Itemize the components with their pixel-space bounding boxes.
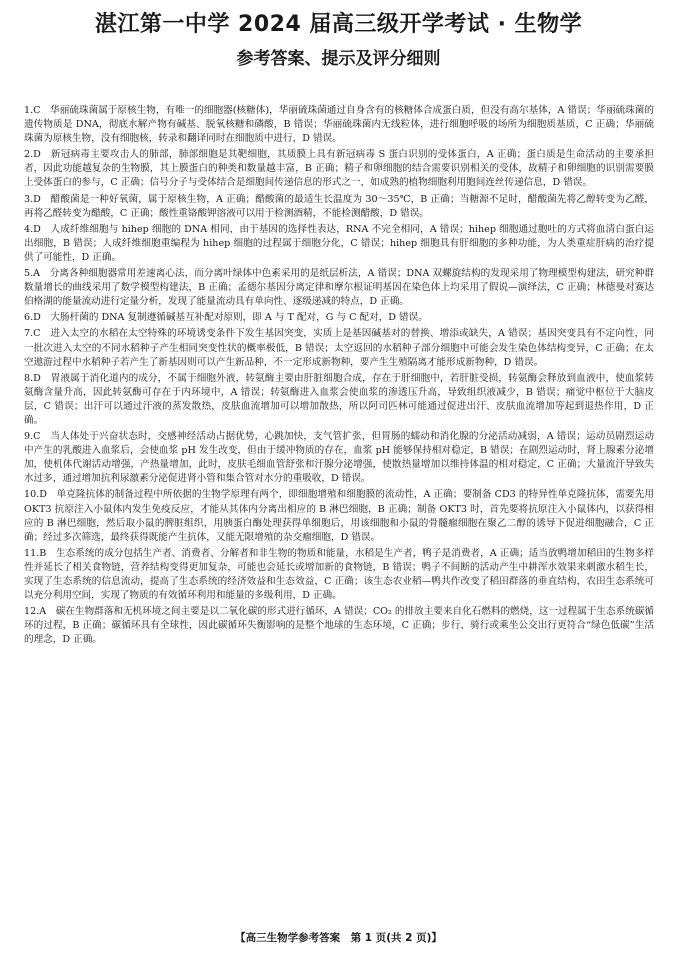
answer-item-5 [24,267,654,309]
answer-text: C 华丽硫珠菌属于原核生物，有唯一的细胞器(核糖体)，华丽硫珠菌通过自身含有的核糖体合成蛋白质，但没有高尔基体，A 错误；华丽硫珠菌的遗传物质是 DNA，彻底水解产物有碱基、脱氧核糖和磷酸，B 错误；华丽硫珠菌内无线粒体，进行细胞呼吸的场所为细胞质基质，C 正确；华丽硫珠菌为原核生物，没有细胞核，转录和翻译同时在细胞质中进行，D 错误。 [24,105,654,145]
page-subtitle: 参考答案、提示及评分细则 [236,49,441,69]
answer-item-2 [24,148,654,190]
answer-item-9 [24,430,654,486]
answer-number: 10. [24,489,40,501]
answer-item-4 [24,223,654,265]
answer-text: D 胃液属于消化道内的成分，不属于细胞外液，转氨酶主要由肝脏细胞合成，存在于肝细胞中，若肝脏受损，转氨酶会释放到血液中，使血浆转氨酶含量升高，因此转氨酶可存在于内环境中，A 错误；转氨酶进入血浆会使血浆的渗透压升高，导致组织液减少，B 错误；痛觉中枢位于大脑皮层，C 错误；出汗可以通过汗液的蒸发散热，皮肤血流增加可以增加散热，所以阿司匹林可能通过促进出汗、皮肤血流增加等起到退热作用，D 正确。 [24,372,654,426]
answer-number: 8. [24,372,34,384]
answer-text: A 碳在生物群落和无机环境之间主要是以二氧化碳的形式进行循环，A 错误；CO₂ 的排放主要来自化石燃料的燃烧，这一过程属于生态系统碳循环的过程，B 正确；碳循环具有全球性，因此碳循环失衡影响的是整个地球的生态环境，C 正确；步行、骑行或乘坐公交出行更符合“绿色低碳”生活的理念，D 正确。 [24,606,654,646]
answer-number: 6. [24,312,34,324]
answer-item-1 [24,104,654,146]
answer-text: D 新冠病毒主要攻击人的肺部，肺部细胞是其靶细胞，其质膜上具有新冠病毒 S 蛋白识别的受体蛋白，A 正确；蛋白质是生命活动的主要承担者，因此功能越复杂的生物膜，其上膜蛋白的种类和数量越丰富，B 正确；精子和卵细胞的结合需要识别相关的受体，故精子和卵细胞的识别需要膜上受体蛋白的参与，C 正确；信号分子与受体结合是细胞间传递信息的形式之一，如成熟的植物细胞利用胞间连丝传递信息，D 错误。 [24,149,654,189]
answer-item-6 [24,311,654,325]
answer-number: 3. [24,193,34,205]
answer-text: C 当人体处于兴奋状态时，交感神经活动占据优势，心跳加快，支气管扩张，但胃肠的蠕动和消化腺的分泌活动减弱，A 错误；运动员剧烈运动中产生的乳酸进入血浆后，会使血浆 pH 发生改变，但由于缓冲物质的存在，血浆 pH 能够保持相对稳定，B 错误；在剧烈运动时，肾上腺素分泌增加，使机体代谢活动增强，产热量增加，此时，皮肤毛细血管舒张和汗腺分泌增强，使散热量增加以维持体温的相对稳定，C 正确；大量流汗导致失水过多，通过增加抗利尿激素分泌促进肾小管和集合管对水分的重吸收，D 错误。 [24,431,654,485]
answer-number: 5. [24,268,34,280]
answer-number: 12. [24,606,40,618]
answer-number: 4. [24,223,34,235]
answer-number: 9. [24,431,34,443]
answer-text: B 生态系统的成分包括生产者、消费者、分解者和非生物的物质和能量，水稻是生产者，鸭子是消费者，A 正确；适当放鸭增加稻田的生物多样性并延长了相关食物链，营养结构变得更加复杂，可能也会延长或增加新的食物链，B 错误；鸭子不间断的活动产生中耕浑水效果来刺激水稻生长，实现了生态系统的信息流动，提高了生态系统的经济效益和生态效益，C 正确；该生态农业稻—鸭共作改变了稻田群落的垂直结构，农田生态系统可以充分利用空间，实现了物质的有效循环利用和能量的多级利用，D 正确。 [24,547,654,602]
answer-item-8 [24,372,654,428]
answer-text: D 单克隆抗体的制备过程中所依据的生物学原理有两个，即细胞增殖和细胞膜的流动性，A 正确；要制备 CD3 的特异性单克隆抗体，需要先用 OKT3 抗原注入小鼠体内发生免疫反应，才能从其体内分离出相应的 B 淋巴细胞，B 正确；制备 OKT3 时，首先要将抗原注入小鼠体内，以获得相应的 B 淋巴细胞，然后取小鼠的脾脏组织，用胰蛋白酶处理获得单细胞后，用该细胞和小鼠的骨髓瘤细胞在聚乙二醇的诱导下促进细胞融合，C 正确；经过多次筛选，最终获得既能产生抗体，又能无限增殖的杂交瘤细胞，D 错误。 [24,489,654,543]
answer-item-12 [24,605,654,647]
answer-item-11 [24,547,654,603]
answer-text: A 分离各种细胞器常用差速离心法，而分离叶绿体中色素采用的是纸层析法，A 错误；DNA 双螺旋结构的发现采用了物理模型构建法，研究种群数量增长的曲线采用了数学模型构建法，B 正确；孟德尔基因分离定律和摩尔根证明基因在染色体上均采用了假说—演绎法，C 正确；林德曼对赛达伯格湖的能量流动进行定量分析，发现了能量流动具有单向性、逐级递减的特点，D 正确。 [24,268,654,308]
answer-item-3 [24,193,654,221]
answer-text: D 人成纤维细胞与 hihep 细胞的 DNA 相同，由于基因的选择性表达，RNA 不完全相同，A 错误；hihep 细胞通过胞吐的方式将血清白蛋白运出细胞，B 错误；人成纤维细胞重编程为 hihep 细胞的过程属于细胞分化，C 错误；hihep 细胞具有肝细胞的多种功能，为人类重症肝病的治疗提供了可能性，D 正确。 [24,223,654,263]
answer-text: C 进入太空的水稻在太空特殊的环境诱变条件下发生基因突变，实质上是基因碱基对的替换、增添或缺失，A 错误；基因突变具有不定向性，同一批次进入太空的不同水稻种子产生相同突变性状的概率极低，B 错误；太空返回的水稻种子部分细胞中可能会发生染色体结构变异，C 正确；在太空遨游过程中水稻种子若产生了新基因则可以产生新品种，不一定形成新物种，要产生生殖隔离才能形成新物种，D 错误。 [24,328,654,368]
answer-number: 7. [24,328,34,340]
answer-list [24,104,654,649]
answer-text: D 大肠杆菌的 DNA 复制遵循碱基互补配对原则，即 A 与 T 配对，G 与 C 配对，D 错误。 [33,312,428,324]
answer-number: 1. [24,105,34,116]
answer-number: 11. [24,547,40,559]
answer-number: 2. [24,149,34,161]
answer-item-10 [24,488,654,544]
page-title: 湛江第一中学 2024 届高三级开学考试 · 生物学 [94,12,583,37]
page-footer: 【高三生物学参考答案 第 1 页(共 2 页)】 [235,932,442,944]
answer-item-7 [24,327,654,369]
answer-text: D 醋酸菌是一种好氧菌，属于原核生物，A 正确；醋酸菌的最适生长温度为 30～35℃，B 正确；当糖源不足时，醋酸菌先将乙醇转变为乙醛，再将乙醛转变为醋酸，C 正确；酸性重铬酸钾溶液可以用于检测酒精，不能检测醋酸，D 错误。 [24,193,654,219]
page-header [0,10,677,72]
